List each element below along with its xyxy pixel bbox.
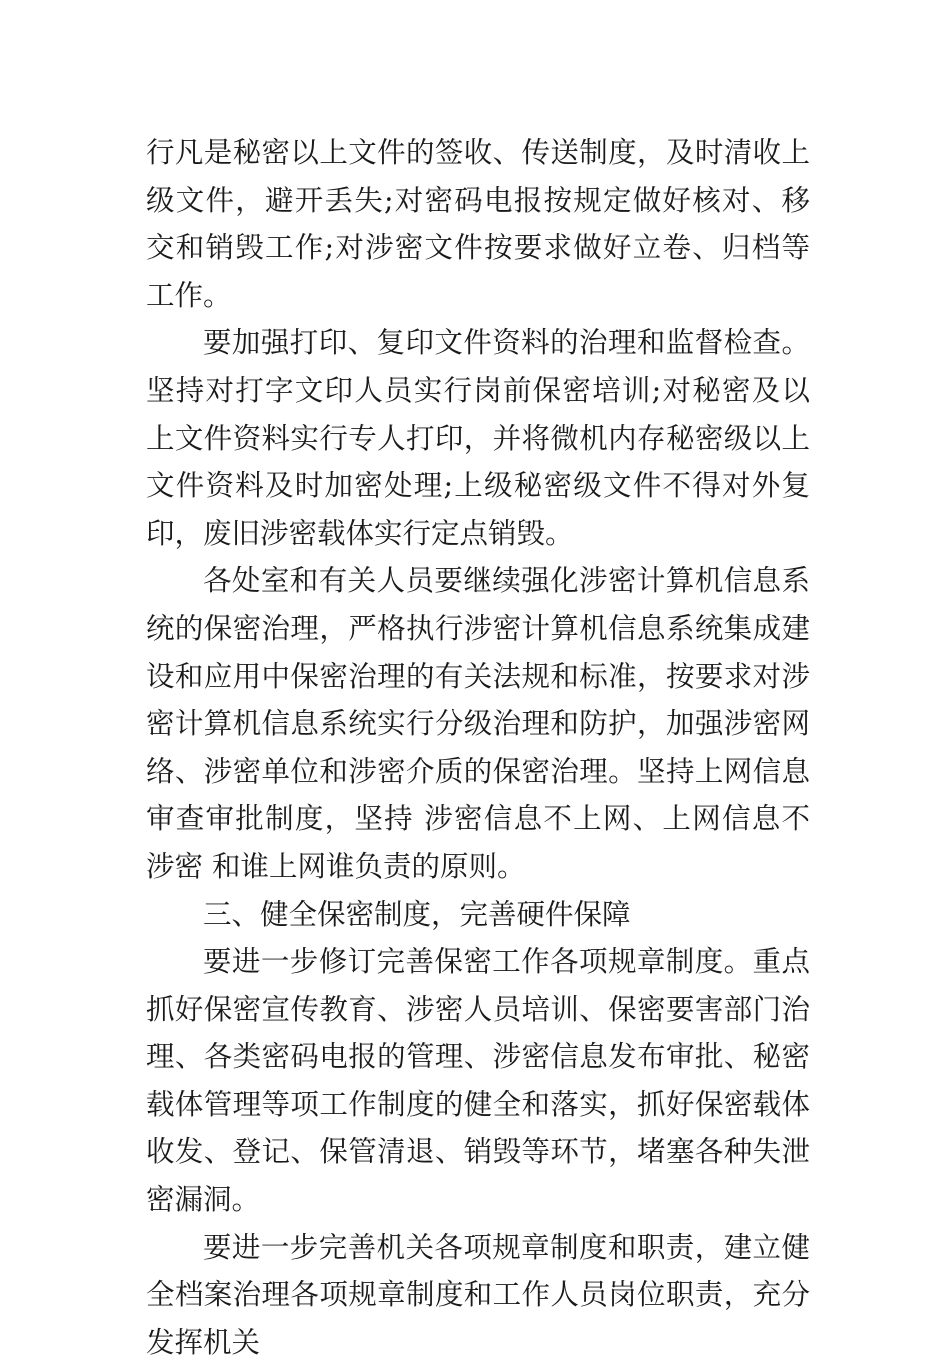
section-heading: 三、健全保密制度，完善硬件保障: [203, 897, 631, 931]
paragraph-continued: 行凡是秘密以上文件的签收、传送制度，及时清收上级文件，避开丢失;对密码电报按规定做好核对、移交和销毁工作;对涉密文件按要求做好立卷、归档等工作。: [146, 136, 810, 312]
paragraph-rules-revision: 要进一步修订完善保密工作各项规章制度。重点抓好保密宣传教育、涉密人员培训、保密要害部门治理、各类密码电报的管理、涉密信息发布审批、秘密载体管理等项工作制度的健全和落实，抓好保密载体收发、登记、保管清退、销毁等环节，堵塞各种失泄密漏洞。: [146, 945, 810, 1217]
paragraph-computer-system: 各处室和有关人员要继续强化涉密计算机信息系统的保密治理，严格执行涉密计算机信息系统集成建设和应用中保密治理的有关法规和标准，按要求对涉密计算机信息系统实行分级治理和防护，加强涉密网络、涉密单位和涉密介质的保密治理。坚持上网信息审查审批制度，坚持 涉密信息不上网、上网信息不涉密 和谁上网谁负责的原则。: [146, 564, 810, 883]
paragraph-printing-management: 要加强打印、复印文件资料的治理和监督检查。坚持对打字文印人员实行岗前保密培训;对秘密及以上文件资料实行专人打印，并将微机内存秘密级以上文件资料及时加密处理;上级秘密级文件不得对外复印，废旧涉密载体实行定点销毁。: [146, 326, 810, 550]
document-body: [146, 129, 810, 1366]
paragraph-archive-rules: 要进一步完善机关各项规章制度和职责，建立健全档案治理各项规章制度和工作人员岗位职责，充分发挥机关: [146, 1230, 810, 1359]
